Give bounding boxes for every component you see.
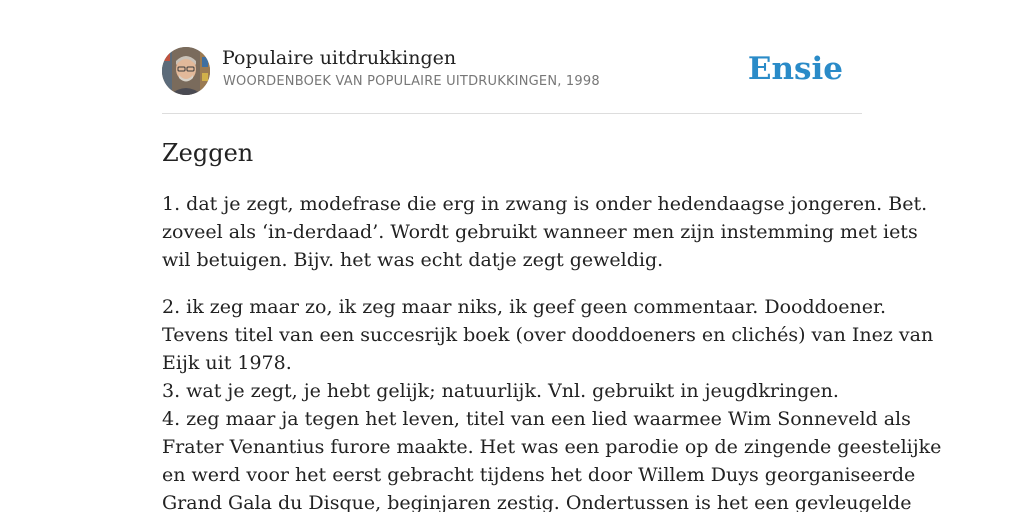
source-subtitle: WOORDENBOEK VAN POPULAIRE UITDRUKKINGEN, 1998 <box>223 74 600 89</box>
definition-line: Tevens titel van een succesrijk boek (over dooddoeners en clichés) van Inez van <box>162 324 934 346</box>
definition-line: wil betuigen. Bijv. het was echt datje zegt geweldig. <box>162 249 664 271</box>
definition-line: Frater Venantius furore maakte. Het was een parodie op de zingende geestelijke <box>162 436 942 458</box>
definition-paragraph <box>162 190 928 274</box>
header-divider <box>162 113 862 114</box>
avatar-portrait-icon <box>162 47 210 95</box>
definition-line: 1. dat je zegt, modefrase die erg in zwang is onder hedendaagse jongeren. Bet. <box>162 193 928 215</box>
definition-line: Grand Gala du Disque, beginjaren zestig. Ondertussen is het een gevleugelde <box>162 492 912 512</box>
definition-line: 4. zeg maar ja tegen het leven, titel van een lied waarmee Wim Sonneveld als <box>162 408 911 430</box>
definition-line: 2. ik zeg maar zo, ik zeg maar niks, ik geef geen commentaar. Dooddoener. <box>162 296 886 318</box>
source-title[interactable]: Populaire uitdrukkingen <box>222 47 457 69</box>
entry-title: Zeggen <box>162 139 254 167</box>
ensie-logo-link[interactable]: Ensie <box>747 51 843 87</box>
entry-definition <box>162 190 942 512</box>
definition-paragraph <box>162 293 942 512</box>
definition-line: zoveel als ‘in-derdaad’. Wordt gebruikt wanneer men zijn instemming met iets <box>162 221 918 243</box>
source-avatar[interactable] <box>162 47 210 95</box>
definition-line: en werd voor het eerst gebracht tijdens het door Willem Duys georganiseerde <box>162 464 916 486</box>
definition-line: Eijk uit 1978. <box>162 352 292 374</box>
entry-card <box>162 0 942 512</box>
definition-line: 3. wat je zegt, je hebt gelijk; natuurlijk. Vnl. gebruikt in jeugdkringen. <box>162 380 839 402</box>
source-header <box>162 47 862 97</box>
